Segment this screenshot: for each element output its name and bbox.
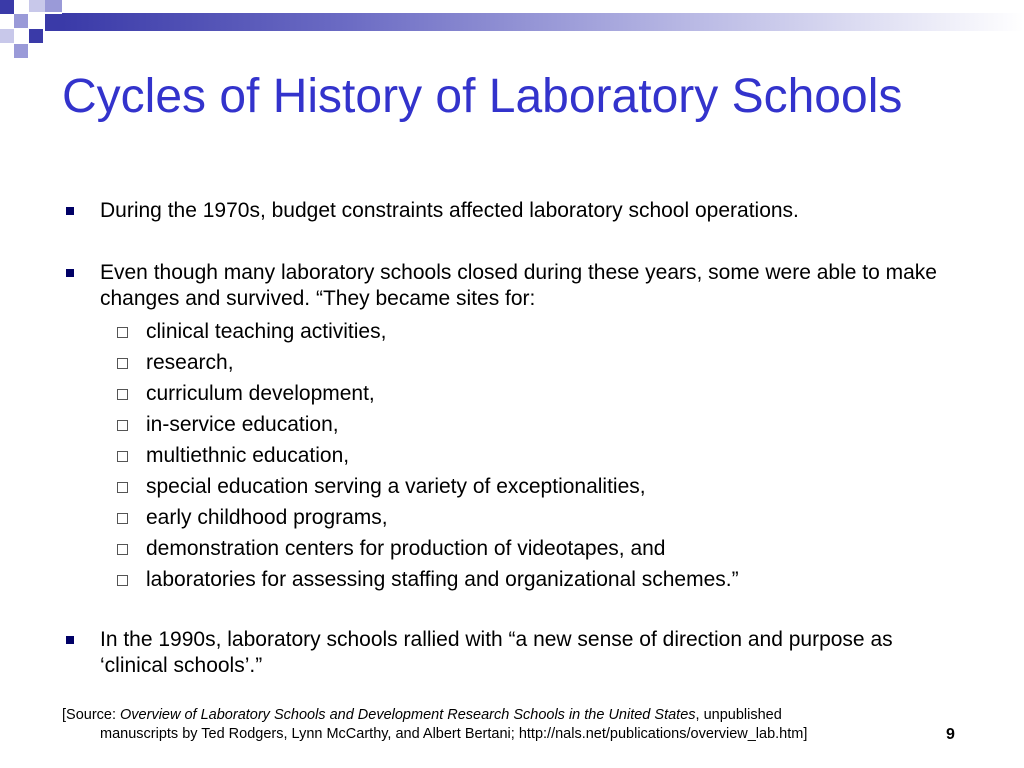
decor-square	[0, 29, 14, 43]
sub-bullet-item	[100, 471, 962, 502]
sub-bullet-text: laboratories for assessing staffing and organizational schemes.”	[146, 568, 739, 591]
source-line-2: manuscripts by Ted Rodgers, Lynn McCarthy, and Albert Bertani; http://nals.net/publications/overview_lab.htm]	[100, 726, 808, 742]
sub-bullet-text: early childhood programs,	[146, 506, 388, 529]
sub-bullet-item	[100, 409, 962, 440]
source-citation	[62, 706, 942, 744]
square-bullet-icon	[66, 269, 74, 277]
decor-square	[29, 0, 45, 12]
sub-bullet-item	[100, 502, 962, 533]
sub-bullet-list	[62, 316, 962, 595]
hollow-square-bullet-icon	[117, 327, 128, 338]
slide-title: Cycles of History of Laboratory Schools	[62, 70, 903, 123]
sub-bullet-item	[100, 347, 962, 378]
bullet-item	[62, 260, 962, 312]
source-line-1	[62, 706, 942, 725]
decor-square	[45, 0, 62, 12]
decor-square	[29, 29, 43, 43]
hollow-square-bullet-icon	[117, 513, 128, 524]
sub-bullet-text: clinical teaching activities,	[146, 320, 387, 343]
page-number: 9	[946, 726, 955, 743]
bullet-text: During the 1970s, budget constraints affected laboratory school operations.	[100, 199, 799, 222]
sub-bullet-text: multiethnic education,	[146, 444, 350, 467]
decor-square	[14, 14, 28, 28]
source-title: Overview of Laboratory Schools and Development Research Schools in the United States	[120, 707, 696, 723]
sub-bullet-item	[100, 378, 962, 409]
bullet-text: Even though many laboratory schools closed during these years, some were able to make changes and survived. “They became sites for:	[100, 261, 937, 310]
hollow-square-bullet-icon	[117, 451, 128, 462]
sub-bullet-text: research,	[146, 351, 234, 374]
hollow-square-bullet-icon	[117, 358, 128, 369]
decor-square	[14, 44, 28, 58]
hollow-square-bullet-icon	[117, 389, 128, 400]
source-rest: , unpublished	[695, 707, 782, 723]
sub-bullet-text: demonstration centers for production of videotapes, and	[146, 537, 666, 560]
header-gradient-bar	[62, 13, 1024, 31]
sub-bullet-text: in-service education,	[146, 413, 339, 436]
decor-square	[0, 0, 14, 14]
square-bullet-icon	[66, 207, 74, 215]
sub-bullet-item	[100, 440, 962, 471]
sub-bullet-item	[100, 533, 962, 564]
decor-square	[45, 14, 62, 31]
slide-content	[62, 198, 962, 679]
hollow-square-bullet-icon	[117, 544, 128, 555]
hollow-square-bullet-icon	[117, 575, 128, 586]
source-prefix: [Source:	[62, 707, 121, 723]
hollow-square-bullet-icon	[117, 482, 128, 493]
bullet-text: In the 1990s, laboratory schools rallied with “a new sense of direction and purpose as ‘clinical schools’.”	[100, 628, 893, 677]
sub-bullet-item	[100, 564, 962, 595]
hollow-square-bullet-icon	[117, 420, 128, 431]
sub-bullet-text: curriculum development,	[146, 382, 375, 405]
sub-bullet-text: special education serving a variety of exceptionalities,	[146, 475, 646, 498]
bullet-item	[62, 198, 962, 224]
bullet-item	[62, 627, 962, 679]
header-decoration	[0, 0, 1024, 70]
sub-bullet-item	[100, 316, 962, 347]
square-bullet-icon	[66, 636, 74, 644]
